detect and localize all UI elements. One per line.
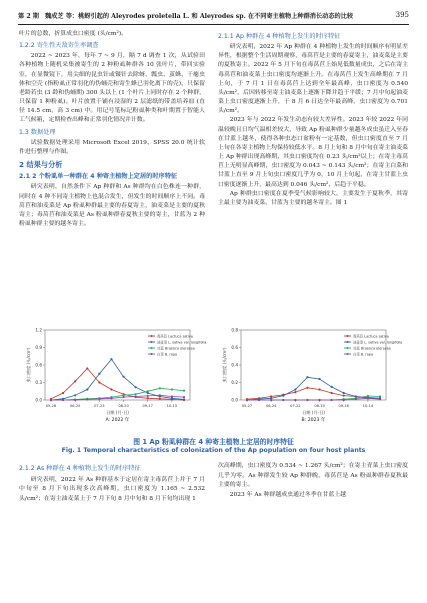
data-point [343,399,345,401]
running-header [18,6,409,25]
y-tick-label: 0.9 [35,344,42,350]
section-heading: 2.1 2 个粉虱单一种群在 4 种寄主植物上定居的时序特征 [19,173,178,181]
bottom-right-column [218,462,408,500]
data-point [110,388,112,390]
data-point [318,378,320,380]
y-axis-label: 虫口密度 (头/cm²) [222,347,227,383]
data-point [147,395,149,397]
figure-svg [19,322,408,432]
panel-label: B: 2023 年 [301,418,326,423]
data-point [62,392,64,394]
paragraph: 叶片的总数，折算成虫口密度 (头/cm²)。 [19,31,128,37]
legend-marker [151,347,153,349]
y-tick-label: 0.0 [35,397,42,403]
paragraph: Ap 种群虫口密度在夏季受气候影响较大，主要发生于夏秋季，其寄主最主要为油麦菜，甘蓝为主要的越冬寄主。图 1 [218,190,408,206]
y-tick-label: 0.6 [35,362,42,368]
section-heading: 2.1.2 As 种群在 4 种植物上发生的时序特征 [19,465,141,472]
data-point [98,373,100,375]
figure-1 [19,322,408,432]
section-heading: 2 结果与分析 [19,160,63,170]
data-point [306,376,308,378]
paragraph: 次高峰期，虫口密度为 0.534 ~ 1.267 头/cm²；在寄主青菜上虫口密度几乎为零。As 种群发生较 Ap 种群晚，毒莴苣是 As 粉虱种群春夏秋最主要的寄主。 [218,463,408,489]
data-point [147,397,149,399]
y-tick-label: 0.6 [231,344,238,350]
data-point [282,395,284,397]
data-point [183,396,185,398]
data-point [246,399,248,401]
legend-label: 毒莴苣 Lactuca sativa [157,334,193,339]
paragraph: 试验数据处理采用 Microsoft Excel 2019、SPSS 20.0 统计软件进行整理与作图。 [19,139,205,155]
data-point [331,386,333,388]
legend-marker [151,341,153,343]
data-point [147,390,149,392]
data-point [135,393,137,395]
issue-number: 第 2 期 [18,12,39,20]
y-tick-label: 0.4 [231,362,238,368]
legend-marker [151,353,153,355]
data-point [122,376,124,378]
data-point [135,395,137,397]
x-axis-label: 日期 (月-日) [106,410,129,415]
data-point [86,388,88,390]
data-point [270,399,272,401]
x-tick-label: 10-15 [166,404,178,408]
legend-label: 毒莴苣 Lactuca sativa [353,334,389,339]
data-point [74,380,76,382]
data-point [86,367,88,369]
running-title: 魏成芝 等：桃蚜引起的 Aleyrodes proletella L. 和 Aleyrodes sp. 在不同寄主植物上种群消长动态的比较 [45,12,354,20]
paragraph: 研究表明，自然条件下 Ap 种群和 As 种群均在白色株连一种群，同时在 4 种不同寄主植物上也混合发生，但发生的时间顺序上不同。毒莴苣和油麦菜是 Ap 粉虱种群最主要的春夏寄主，油麦菜是主要的夏秋寄主；毒莴苣和油麦菜是 As 粉虱种群春夏秋主要的寄主，甘蓝为 2 种粉虱种群主要的越冬寄主。 [19,184,205,227]
section-heading: 2.1.1 Ap 种群在 4 种植物上发生的时序特征 [218,33,341,40]
left-column [19,30,205,229]
series-line [51,369,184,401]
data-point [318,388,320,390]
paragraph: 2022 ~ 2023 年，每年 7 ~ 9 月，隔 7 d 调查 1 次，从试验田各种植物上随机采集被寄生的 2 种粉虱种群各 10 张叶片，带回实验室，在显微镜下，用尖细的昆虫针或镊针去除蚜、瓢虫、茧蜂、干瘪虫体和空壳 (指粉虱正常羽化的伪蛹壳和寄生蜂已羽化离下的壳)，只保留老龄若虫 (3 龄和伪蛹期) 300 头以上 (1 个叶片上同时存在 2 个种群，只保留 1 种粉虱)。叶片放置于铺有浸湿的 2 层滤纸的带盖培养皿 (直径 14.5 cm，高 3 cm) 中。用记号笔标记粉虱种类和叶期置于智能人工气候箱，定期检查出峰和正常羽化情况并计数。 [19,53,205,124]
x-tick-label: 09-16 [338,404,349,408]
data-point [294,399,296,401]
y-tick-label: 0.0 [231,397,238,403]
data-point [122,396,124,398]
x-tick-label: 05-28 [45,404,57,408]
series-line [51,359,184,400]
data-point [98,398,100,400]
data-point [98,381,100,383]
data-point [331,399,333,401]
legend-label: 甘蓝 Brassica oleracea [353,346,391,351]
section-heading: 1.2.2 寄生性天敌寄生率调查 [19,42,99,50]
x-tick-label: 05-27 [241,404,253,408]
data-point [331,392,333,394]
legend-marker [151,335,153,337]
data-point [379,397,381,399]
legend-label: 油麦菜 L. sativa var. longifolia [157,340,207,345]
data-point [294,388,296,390]
data-point [159,398,161,400]
paragraph: 研究表明，2022 年 As 种群基本于定居在寄主毒莴苣上并于 7 月中旬至 8 月下旬出现多次高峰期，虫口密度为 1.165 ~ 2.532 头/cm²；在寄主油麦菜上于 7 月下旬 8 月中旬和 8 月下旬均出现 1 [19,476,205,502]
data-point [110,397,112,399]
legend-marker [347,341,349,343]
x-tick-label: 09-17 [142,404,153,408]
y-tick-label: 0.8 [231,327,238,333]
series-line [51,388,184,400]
data-point [171,388,173,390]
data-point [159,387,161,389]
panel-label: A: 2022 年 [105,418,130,423]
data-point [159,394,161,396]
x-tick-label: 07-22 [290,404,301,408]
figure-caption-en: Fig. 1 Temporal characteristics of colonization of the Ap population on four host plants [61,447,366,454]
data-point [171,395,173,397]
data-point [110,358,112,360]
data-point [183,390,185,392]
data-point [355,398,357,400]
page-number: 395 [395,11,409,19]
data-point [367,397,369,399]
data-point [86,398,88,400]
data-point [306,399,308,401]
data-point [343,395,345,397]
data-point [135,386,137,388]
data-point [74,399,76,401]
data-point [50,399,52,401]
legend-label: 油麦菜 L. sativa var. longifolia [353,340,403,345]
legend-label: 甘蓝 Brassica oleracea [157,346,195,351]
legend-marker [347,347,349,349]
data-point [318,399,320,401]
data-point [74,394,76,396]
y-axis-label: 虫口密度 (头/cm²) [26,347,31,383]
data-point [343,392,345,394]
x-tick-label: 06-25 [69,404,81,408]
x-tick-label: 08-19 [314,404,325,408]
paragraph: 2023 年与 2022 年发生动态有较大差异性。2023 年较 2022 年同温较晚且日均气温相差较大，导致 Ap 粉虱种群少量越冬成虫虽迁入至春在甘蓝上越冬，使得各种虫态口盆粉有一定基数，但虫口密度直至 7 月上旬在各寄主植物上均保持较低水平。8 月上旬和 8 月中旬在寄主油麦菜上 Ap 种群出现高峰期，其虫口密度均在 0.23 头/cm²以上；在寄主毒莴苣上无明显高峰期，虫口密度为 0.043 ~ 0.143 头/cm²；在寄主白菜和甘蓝上直至 9 月上旬虫口密度几乎为 0，10 月上旬起，在寄主甘蓝上虫口密度逐渐上升，最高达到 0.046 头/cm²，后趋于平稳。 [218,117,408,188]
x-tick-label: 06-24 [265,404,277,408]
x-tick-label: 07-23 [94,404,105,408]
right-column [218,30,408,208]
y-tick-label: 0.3 [35,379,42,385]
data-point [258,399,260,401]
paragraph: 2023 年 As 种群越成虫通过冬季在甘蓝上越 [229,491,347,498]
y-tick-label: 0.2 [231,379,238,385]
y-tick-label: 1.2 [35,327,42,333]
data-point [306,387,308,389]
data-point [62,399,64,401]
x-axis-label: 日期 (月-日) [302,410,325,415]
legend-label: 白菜 B. rapa [353,352,374,357]
legend-marker [347,353,349,355]
data-point [282,399,284,401]
paragraph: 研究表明，2022 年 Ap 种群在 4 种植物上发生的时间顺序有明显差异性，根据整个生活周期观察，毒莴苣是主要的春夏寄主，油麦菜是主要的夏秋寄主。2022 年 5 月下旬在毒莴苣上始见低数量成虫，之后在寄主毒莴苣和油麦菜上虫口密度均逐渐上升。在毒莴苣上发生高峰期在 7 月上旬，于 7 月 1 日在毒莴苣上达到全年最高峰，虫口密度为 0.540 头/cm²，后因转移至寄主油麦菜上逐渐下降并趋于平缓；7 月中旬起油麦菜上虫口密度逐渐上升，于 8 月 6 日达全年最高峰，虫口密度为 0.701 头/cm²。 [218,44,408,115]
x-tick-label: 08-20 [118,404,129,408]
legend-label: 白菜 B. rapa [157,352,178,357]
data-point [367,395,369,397]
data-point [294,391,296,393]
legend-marker [347,335,349,337]
figure-caption-cn: 图 1 Ap 粉虱种群在 4 种寄主植物上定居的时序特征 [133,438,294,446]
x-tick-label: 10-14 [362,404,374,408]
section-heading: 1.3 数据处理 [19,128,56,136]
data-point [183,398,185,400]
bottom-left-column [19,462,205,504]
